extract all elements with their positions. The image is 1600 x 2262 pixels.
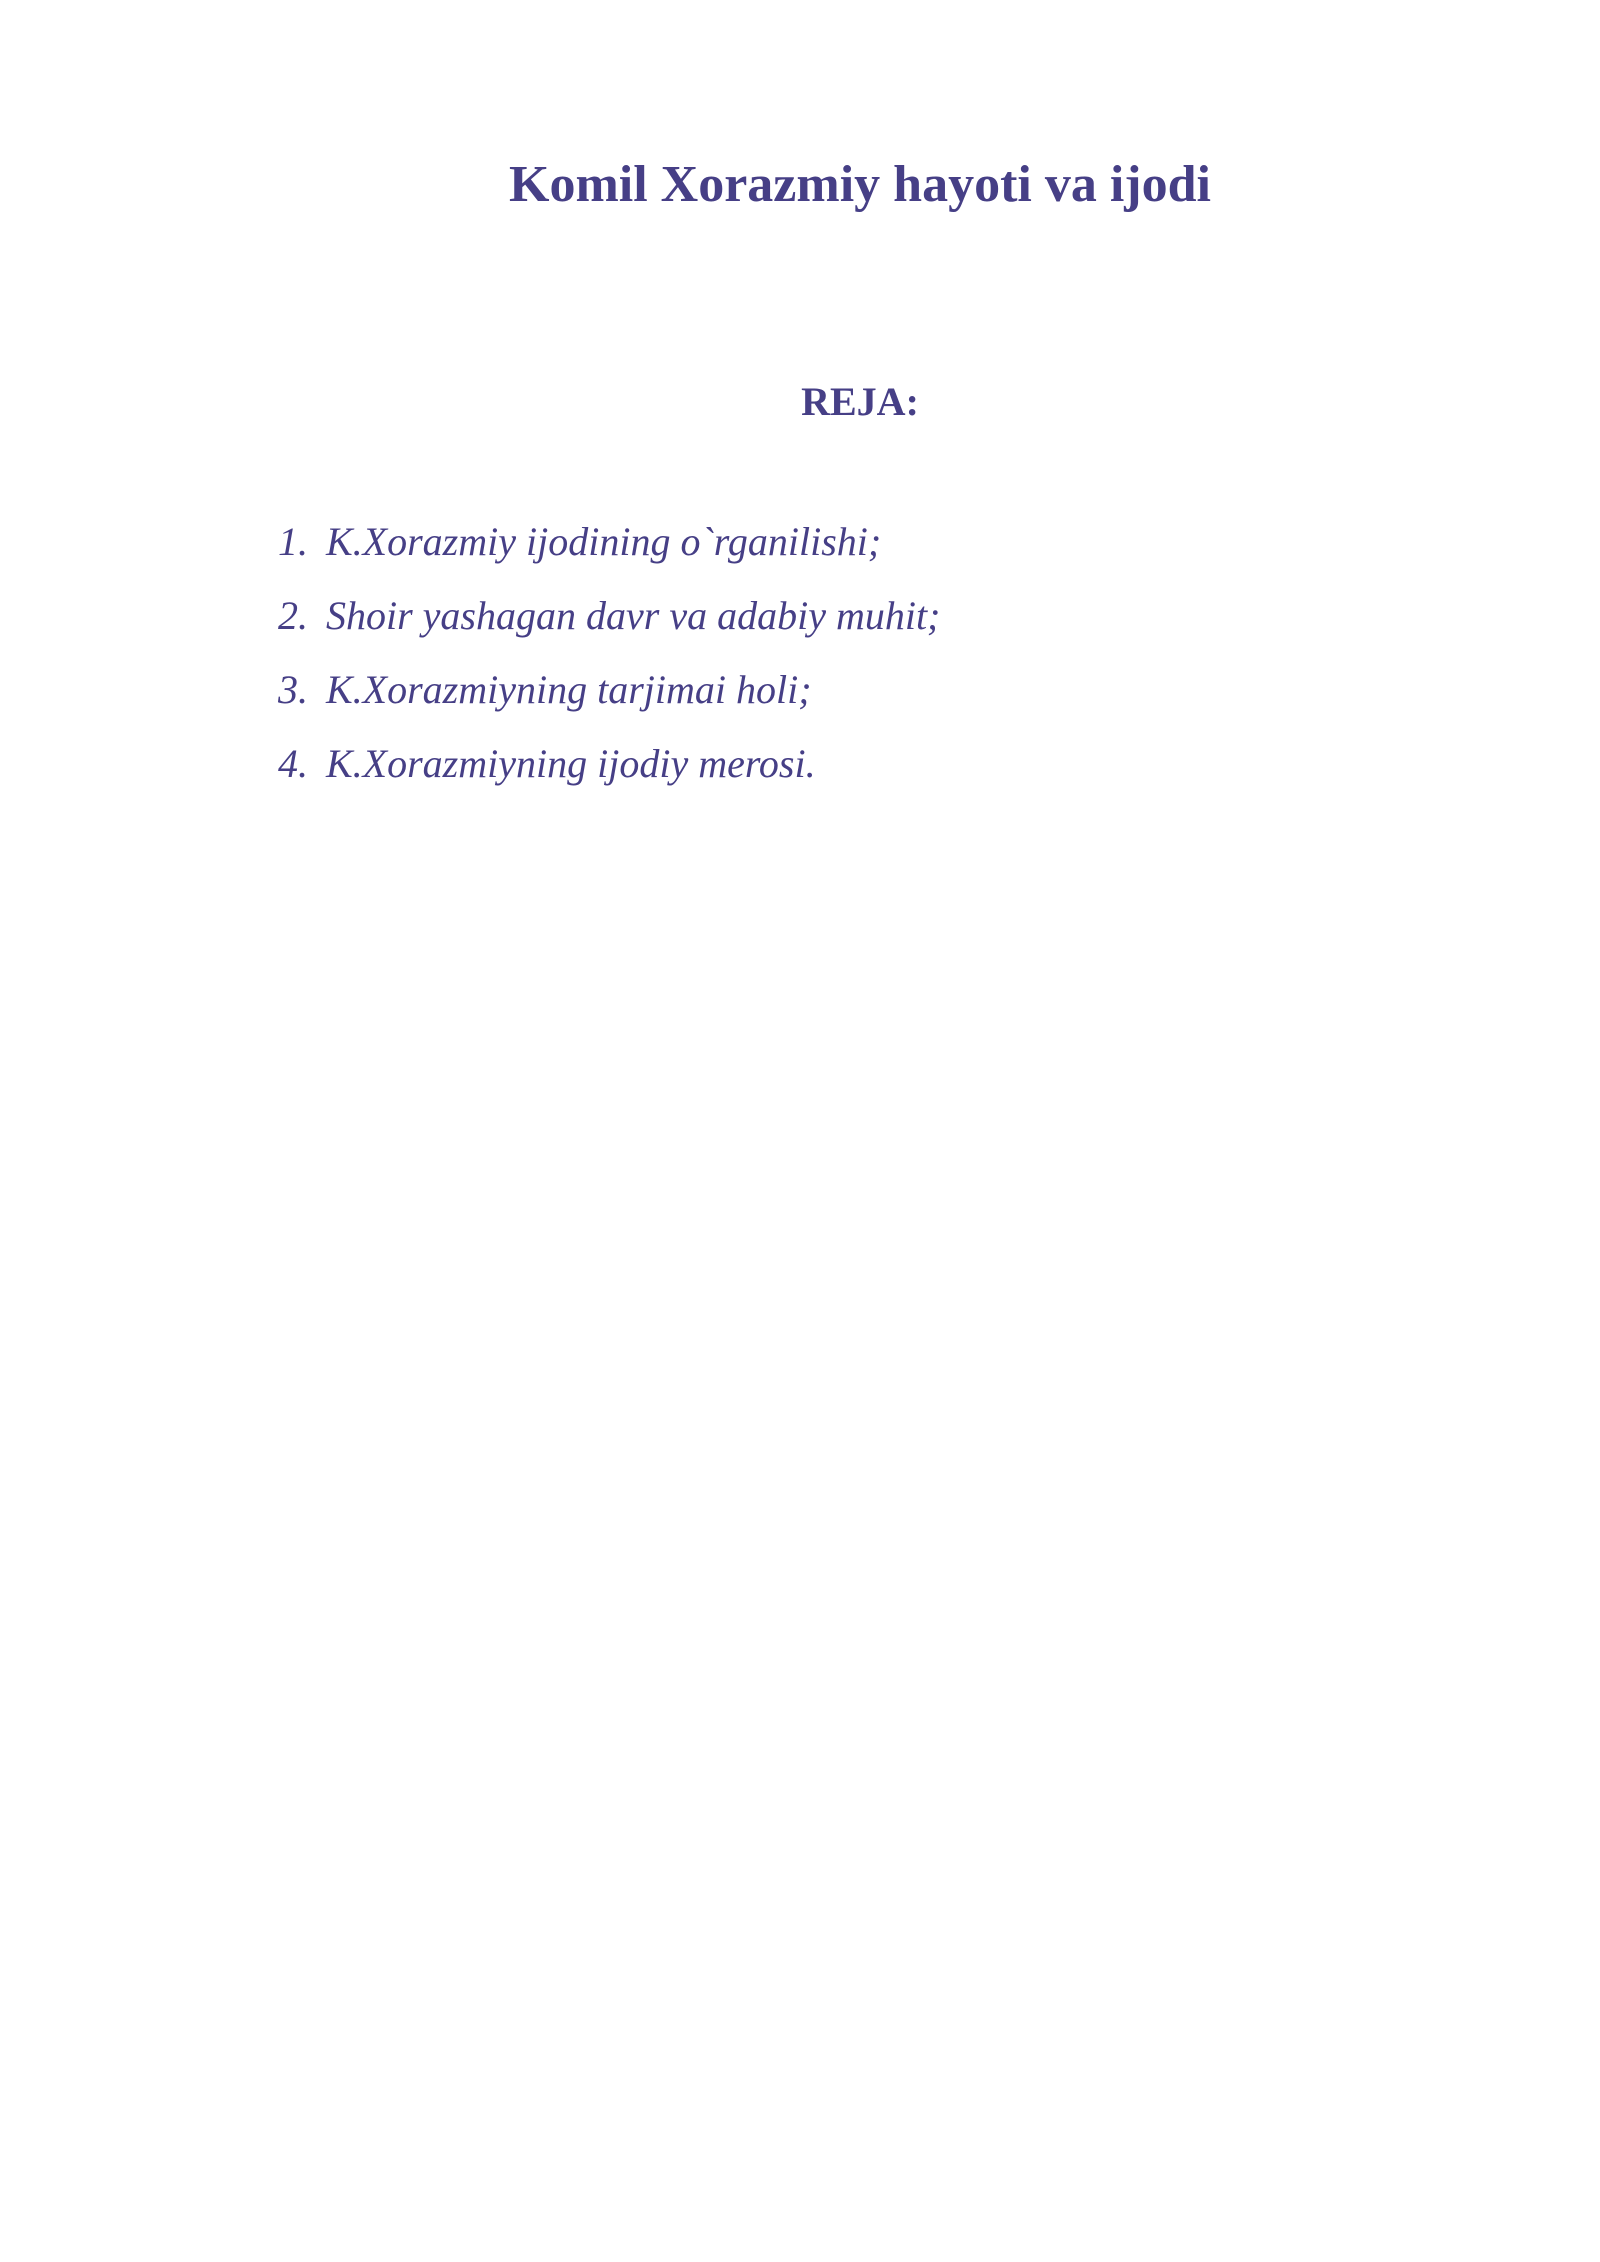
plan-item-number: 4.	[278, 741, 308, 786]
plan-item-number: 2.	[278, 593, 308, 638]
plan-item-number: 1.	[278, 519, 308, 564]
plan-item-number: 3.	[278, 667, 308, 712]
plan-item-3	[278, 660, 1478, 734]
plan-item-2	[278, 586, 1478, 660]
plan-heading: REJA:	[801, 379, 919, 424]
plan-list	[278, 512, 1478, 808]
plan-item-text: K.Xorazmiyning ijodiy merosi.	[326, 741, 816, 786]
plan-item-4	[278, 734, 1478, 808]
plan-item-text: K.Xorazmiy ijodining o`rganilishi;	[326, 519, 882, 564]
document-title: Komil Xorazmiy hayoti va ijodi	[509, 156, 1211, 213]
plan-item-text: K.Xorazmiyning tarjimai holi;	[326, 667, 812, 712]
plan-item-text: Shoir yashagan davr va adabiy muhit;	[326, 593, 941, 638]
plan-item-1	[278, 512, 1478, 586]
